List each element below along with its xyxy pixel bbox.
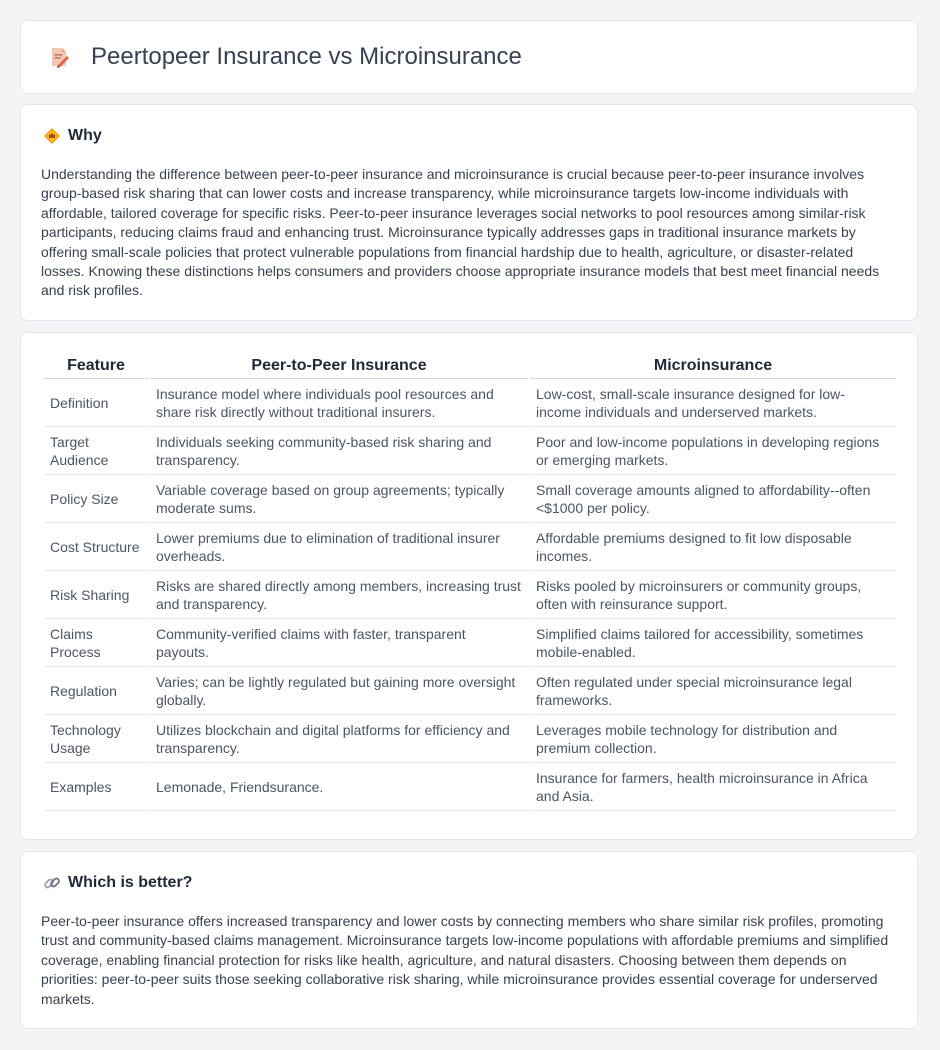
table-row bbox=[44, 717, 896, 763]
warning-diamond-icon bbox=[43, 127, 61, 145]
peer-to-peer-cell: Lower premiums due to elimination of traditional insurer overheads. bbox=[150, 525, 528, 571]
table-row bbox=[44, 573, 896, 619]
feature-cell: Target Audience bbox=[44, 429, 148, 475]
why-section bbox=[20, 104, 918, 321]
peer-to-peer-cell: Utilizes blockchain and digital platforms for efficiency and transparency. bbox=[150, 717, 528, 763]
comparison-table bbox=[42, 351, 898, 813]
why-paragraph: Understanding the difference between peer-to-peer insurance and microinsurance is crucial because peer-to-peer insurance involves group-based risk sharing that can lower costs and increase transparency, while microinsurance targets low-income individuals with affordable, tailored coverage for specific risks. Peer-to-peer insurance leverages social networks to pool resources among similar-risk participants, reducing claims fraud and enhancing trust. Microinsurance typically addresses gaps in traditional insurance markets by offering small-scale policies that protect vulnerable populations from financial hardship due to health, agriculture, or disaster-related losses. Knowing these distinctions helps consumers and providers choose appropriate insurance models that best meet financial needs and risk profiles. bbox=[41, 166, 880, 299]
which-is-better-section bbox=[20, 851, 918, 1029]
microinsurance-cell: Insurance for farmers, health microinsurance in Africa and Asia. bbox=[530, 765, 896, 811]
table-header-row bbox=[44, 353, 896, 379]
feature-cell: Cost Structure bbox=[44, 525, 148, 571]
feature-cell: Definition bbox=[44, 381, 148, 427]
microinsurance-cell: Leverages mobile technology for distribution and premium collection. bbox=[530, 717, 896, 763]
peer-to-peer-cell: Risks are shared directly among members, increasing trust and transparency. bbox=[150, 573, 528, 619]
table-row bbox=[44, 477, 896, 523]
microinsurance-cell: Poor and low-income populations in developing regions or emerging markets. bbox=[530, 429, 896, 475]
feature-cell: Risk Sharing bbox=[44, 573, 148, 619]
why-title: Why bbox=[68, 127, 102, 144]
better-paragraph: Peer-to-peer insurance offers increased transparency and lower costs by connecting members who share similar risk profiles, promoting trust and community-based claims management. Microinsurance targets low-income populations with affordable premiums and simplified coverage, enabling financial protection for risks like health, agriculture, and natural disasters. Choosing between them depends on priorities: peer-to-peer suits those seeking collaborative risk sharing, while microinsurance provides essential coverage for underserved markets. bbox=[41, 913, 889, 1007]
microinsurance-cell: Simplified claims tailored for accessibility, sometimes mobile-enabled. bbox=[530, 621, 896, 667]
peer-to-peer-cell: Community-verified claims with faster, transparent payouts. bbox=[150, 621, 528, 667]
microinsurance-cell: Low-cost, small-scale insurance designed for low-income individuals and underserved markets. bbox=[530, 381, 896, 427]
document-edit-icon bbox=[47, 45, 71, 69]
microinsurance-cell: Often regulated under special microinsurance legal frameworks. bbox=[530, 669, 896, 715]
peer-to-peer-cell: Variable coverage based on group agreements; typically moderate sums. bbox=[150, 477, 528, 523]
header-feature: Feature bbox=[44, 353, 148, 379]
microinsurance-cell: Risks pooled by microinsurers or community groups, often with reinsurance support. bbox=[530, 573, 896, 619]
page-title: Peertopeer Insurance vs Microinsurance bbox=[91, 43, 522, 70]
feature-cell: Claims Process bbox=[44, 621, 148, 667]
feature-cell: Policy Size bbox=[44, 477, 148, 523]
comparison-table-card bbox=[20, 332, 918, 840]
table-row bbox=[44, 525, 896, 571]
feature-cell: Technology Usage bbox=[44, 717, 148, 763]
better-title: Which is better? bbox=[68, 874, 193, 891]
better-heading bbox=[43, 874, 192, 892]
table-row bbox=[44, 669, 896, 715]
microinsurance-cell: Small coverage amounts aligned to affordability--often <$1000 per policy. bbox=[530, 477, 896, 523]
feature-cell: Regulation bbox=[44, 669, 148, 715]
header-microinsurance: Microinsurance bbox=[530, 353, 896, 379]
peer-to-peer-cell: Insurance model where individuals pool resources and share risk directly without traditional insurers. bbox=[150, 381, 528, 427]
table-row bbox=[44, 429, 896, 475]
header-card bbox=[20, 20, 918, 94]
link-icon bbox=[43, 874, 61, 892]
why-heading bbox=[43, 127, 102, 145]
peer-to-peer-cell: Individuals seeking community-based risk sharing and transparency. bbox=[150, 429, 528, 475]
peer-to-peer-cell: Varies; can be lightly regulated but gaining more oversight globally. bbox=[150, 669, 528, 715]
table-row bbox=[44, 765, 896, 811]
table-row bbox=[44, 381, 896, 427]
feature-cell: Examples bbox=[44, 765, 148, 811]
table-row bbox=[44, 621, 896, 667]
peer-to-peer-cell: Lemonade, Friendsurance. bbox=[150, 765, 528, 811]
microinsurance-cell: Affordable premiums designed to fit low disposable incomes. bbox=[530, 525, 896, 571]
header-peer-to-peer: Peer-to-Peer Insurance bbox=[150, 353, 528, 379]
